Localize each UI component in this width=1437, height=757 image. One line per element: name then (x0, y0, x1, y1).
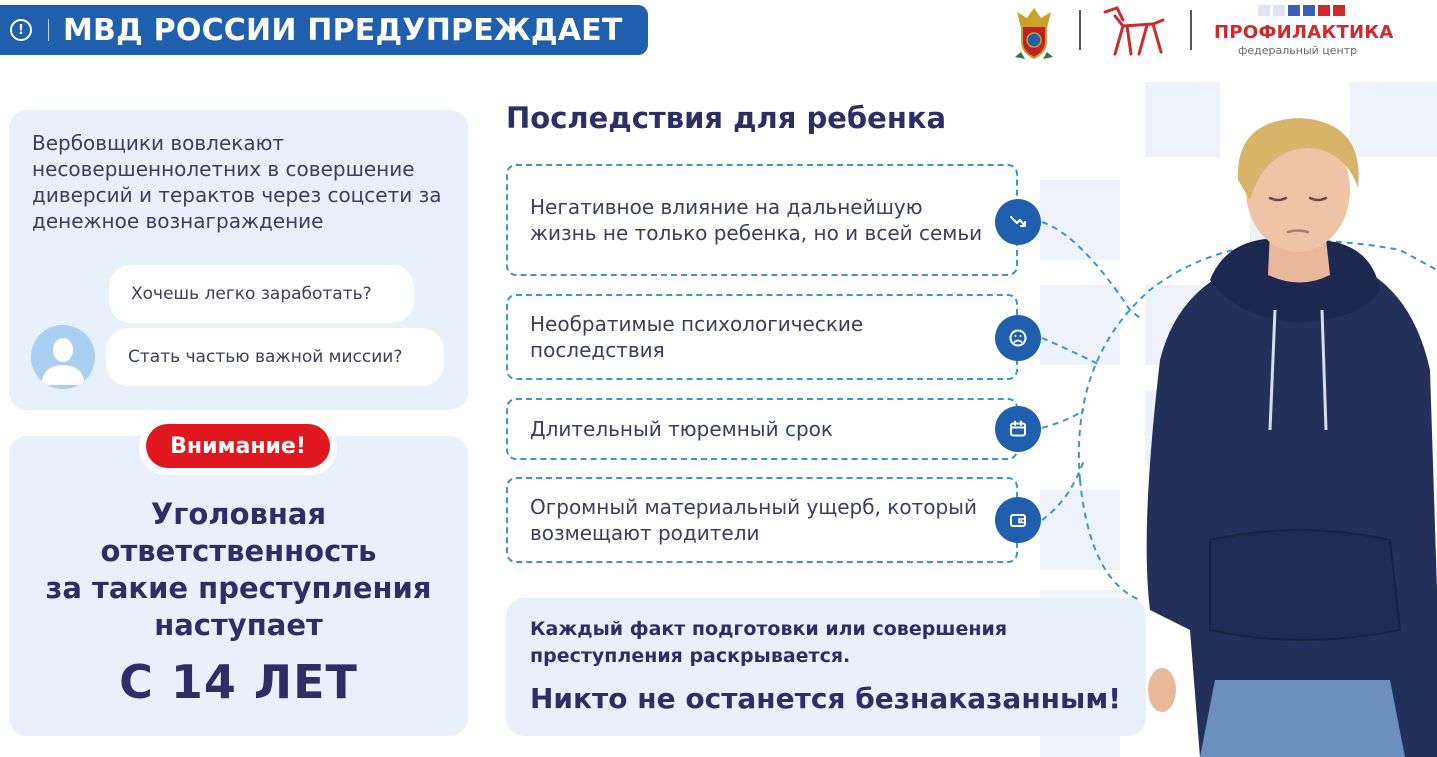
recruitment-card (9, 110, 468, 410)
liability-line: Уголовная (150, 497, 327, 531)
logo-divider (1079, 10, 1081, 50)
mvd-emblem-icon (1011, 2, 1057, 62)
attention-badge: Внимание! (146, 424, 330, 468)
profilaktika-squares-icon (1258, 5, 1345, 16)
consequence-text: Негативное влияние на дальнейшую жизнь не только ребенка, но и всей семьи (530, 195, 983, 245)
footer-card (506, 598, 1146, 736)
profilaktika-subtitle: федеральный центр (1238, 44, 1358, 57)
wallet-icon (995, 497, 1041, 543)
info-circle-icon: ! (10, 19, 32, 41)
age-threshold: С 14 ЛЕТ (119, 655, 358, 709)
consequence-text: Длительный тюремный срок (530, 417, 833, 441)
trend-down-icon (995, 199, 1041, 245)
header-banner (0, 5, 648, 55)
chat-message: Стать частью важной миссии? (106, 328, 444, 386)
consequence-item (506, 294, 1018, 380)
teenager-photo (1140, 110, 1437, 757)
profilaktika-title: ПРОФИЛАКТИКА (1214, 22, 1394, 43)
header-divider (48, 19, 49, 41)
consequence-item (506, 398, 1018, 460)
liability-line: за такие преступления (45, 571, 432, 605)
avatar-icon (31, 325, 95, 389)
consequences-title: Последствия для ребенка (506, 101, 947, 135)
liability-line: ответственность (100, 534, 377, 568)
sad-face-icon (995, 315, 1041, 361)
consequence-item (506, 477, 1018, 563)
consequence-text: Огромный материальный ущерб, который возмещают родители (530, 495, 977, 545)
liability-text (9, 496, 468, 644)
consequence-text: Необратимые психологические последствия (530, 312, 864, 362)
consequence-item (506, 164, 1018, 276)
horse-logo-icon (1101, 4, 1167, 58)
footer-statement: Каждый факт подготовки или совершения преступления раскрывается. (530, 618, 1008, 667)
footer-slogan: Никто не останется безнаказанным! (530, 682, 1121, 715)
recruitment-intro: Вербовщики вовлекают несовершеннолетних в совершение диверсий и терактов через соцсети за денежное вознаграждение (32, 131, 442, 233)
header-title: МВД РОССИИ ПРЕДУПРЕЖДАЕТ (63, 12, 623, 48)
chat-message: Хочешь легко заработать? (109, 265, 414, 323)
logo-divider (1190, 10, 1192, 50)
liability-line: наступает (154, 608, 323, 642)
calendar-icon (995, 406, 1041, 452)
